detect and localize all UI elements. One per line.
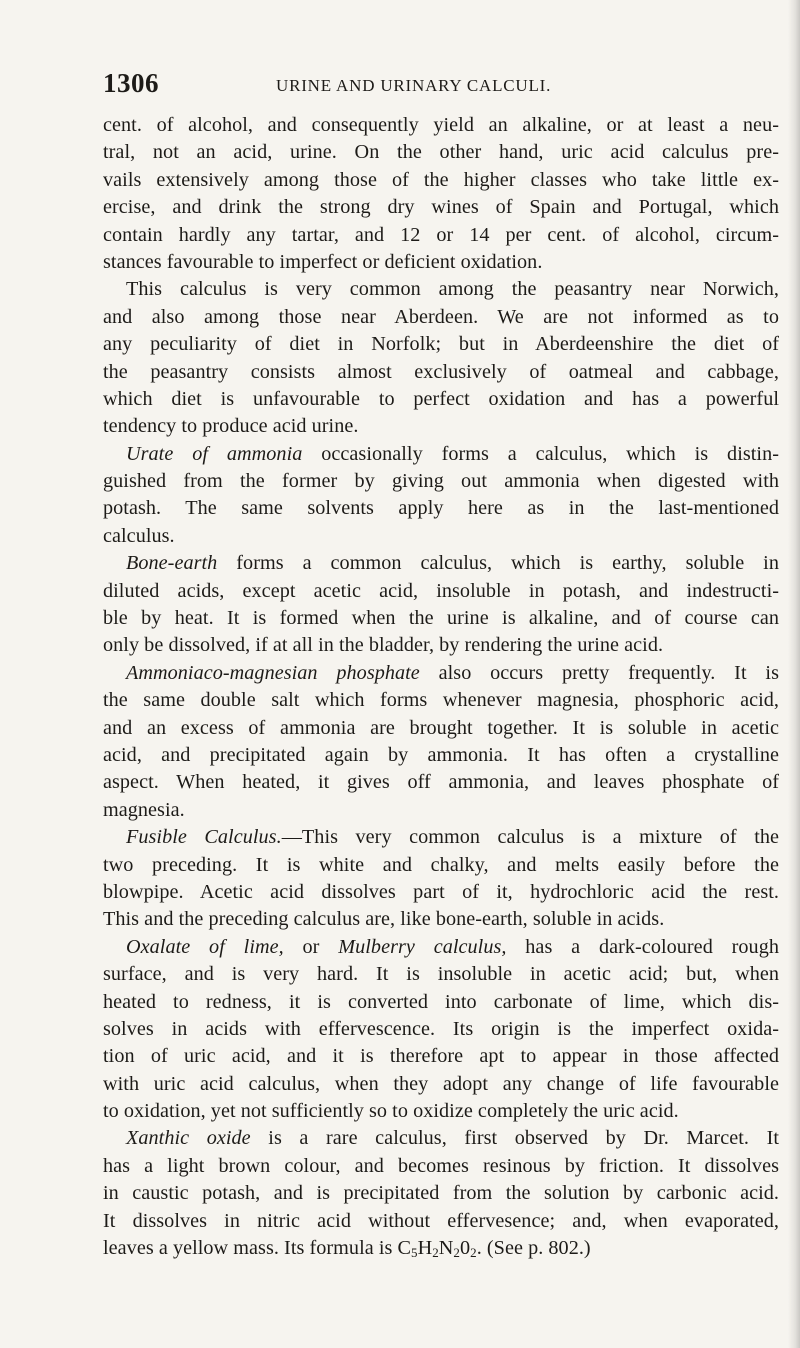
text-line: diluted acids, except acetic acid, insoluble in potash, and indestructi- — [103, 579, 779, 602]
text-line: the peasantry consists almost exclusively of oatmeal and cabbage, — [103, 360, 779, 383]
line-text: leaves a yellow mass. Its formula is — [103, 1237, 398, 1260]
text-line: ble by heat. It is formed when the urine is alkaline, and of course can — [103, 607, 779, 630]
text-line: This calculus is very common among the peasantry near Norwich, — [126, 278, 779, 301]
text-line: stances favourable to imperfect or deficient oxidation. — [103, 250, 543, 273]
formula-subscript: 2 — [432, 1245, 439, 1261]
text-line: solves in acids with effervescence. Its origin is the imperfect oxida- — [103, 1017, 779, 1040]
text-line: blowpipe. Acetic acid dissolves part of it, hydrochloric acid the rest. — [103, 880, 779, 903]
running-head: URINE AND URINARY CALCULI. — [276, 76, 552, 95]
text-line: has a light brown colour, and becomes resinous by friction. It dissolves — [103, 1154, 779, 1177]
line-text: forms a common calculus, which is earthy, soluble in — [217, 552, 779, 575]
text-line — [103, 934, 779, 961]
text-line: potash. The same solvents apply here as in the last-mentioned — [103, 497, 779, 520]
text-line: to oxidation, yet not sufficiently so to oxidize completely the uric acid. — [103, 1100, 679, 1123]
line-text: . (See p. 802.) — [476, 1237, 591, 1260]
text-line: It dissolves in nitric acid without effervesence; and, when evaporated, — [103, 1209, 779, 1232]
term-ammoniaco-magnesian-phosphate: Ammoniaco-magnesian phosphate — [126, 661, 420, 684]
formula-element: C — [397, 1237, 412, 1260]
text-line: which diet is unfavourable to perfect oxidation and has a powerful — [103, 387, 779, 410]
text-line: This and the preceding calculus are, like bone-earth, soluble in acids. — [103, 908, 665, 931]
text-line — [103, 1235, 779, 1262]
text-line — [103, 441, 779, 468]
text-line: and also among those near Aberdeen. We are not informed as to — [103, 305, 779, 328]
text-line: aspect. When heated, it gives off ammonia, and leaves phosphate of — [103, 771, 779, 794]
text-line: in caustic potash, and is precipitated from the solution by carbonic acid. — [103, 1182, 779, 1205]
text-line: tral, not an acid, urine. On the other hand, uric acid calculus pre- — [103, 141, 779, 164]
text-line: tion of uric acid, and it is therefore apt to appear in those affected — [103, 1045, 779, 1068]
chemical-formula — [398, 1237, 477, 1259]
line-text: is a rare calculus, first observed by Dr. Marcet. It — [250, 1127, 779, 1150]
line-text: has a dark-coloured rough — [506, 935, 779, 958]
text-line: heated to redness, it is converted into carbonate of lime, which dis- — [103, 990, 779, 1013]
term-xanthic-oxide: Xanthic oxide — [126, 1127, 251, 1150]
text-line: with uric acid calculus, when they adopt any change of life favourable — [103, 1072, 779, 1095]
text-line: surface, and is very hard. It is insoluble in acetic acid; but, when — [103, 963, 779, 986]
page-number: 1306 — [103, 68, 159, 98]
text-line — [103, 550, 779, 577]
text-line: magnesia. — [103, 798, 185, 821]
line-text: also occurs pretty frequently. It is — [419, 661, 779, 684]
formula-element: N — [438, 1237, 454, 1260]
line-text: occasionally forms a calculus, which is distin- — [302, 442, 779, 465]
text-line: tendency to produce acid urine. — [103, 415, 359, 438]
formula-element: 0 — [459, 1237, 471, 1260]
formula-subscript: 2 — [453, 1245, 460, 1261]
body-text — [103, 112, 779, 1262]
text-line — [103, 1125, 779, 1152]
formula-element: H — [417, 1237, 433, 1260]
text-line: ercise, and drink the strong dry wines of Spain and Portugal, which — [103, 196, 779, 219]
text-line: only be dissolved, if at all in the bladder, by rendering the urine acid. — [103, 634, 664, 657]
text-line — [103, 824, 779, 851]
text-line — [103, 660, 779, 687]
formula-subscript: 5 — [411, 1245, 418, 1261]
text-line: the same double salt which forms whenever magnesia, phosphoric acid, — [103, 689, 779, 712]
text-line: contain hardly any tartar, and 12 or 14 per cent. of alcohol, circum- — [103, 223, 779, 246]
line-text: or — [283, 935, 339, 958]
text-line: guished from the former by giving out ammonia when digested with — [103, 470, 779, 493]
term-bone-earth: Bone-earth — [126, 552, 218, 575]
text-line: two preceding. It is white and chalky, and melts easily before the — [103, 853, 779, 876]
term-fusible-calculus: Fusible Calculus. — [126, 826, 282, 849]
term-oxalate-of-lime: Oxalate of lime, — [126, 935, 284, 958]
page-edge-shadow — [788, 0, 800, 1348]
term-mulberry-calculus: Mulberry calculus, — [338, 935, 507, 958]
text-line: and an excess of ammonia are brought together. It is soluble in acetic — [103, 716, 779, 739]
text-line: acid, and precipitated again by ammonia. It has often a crystalline — [103, 743, 779, 766]
page-header — [103, 68, 776, 108]
term-urate-of-ammonia: Urate of ammonia — [126, 442, 303, 465]
text-line: cent. of alcohol, and consequently yield an alkaline, or at least a neu- — [103, 114, 779, 136]
text-line: vails extensively among those of the higher classes who take little ex- — [103, 168, 779, 191]
line-text: —This very common calculus is a mixture of the — [281, 826, 780, 849]
text-line: any peculiarity of diet in Norfolk; but in Aberdeenshire the diet of — [103, 333, 779, 356]
text-line: calculus. — [103, 524, 175, 547]
formula-subscript: 2 — [470, 1245, 477, 1261]
